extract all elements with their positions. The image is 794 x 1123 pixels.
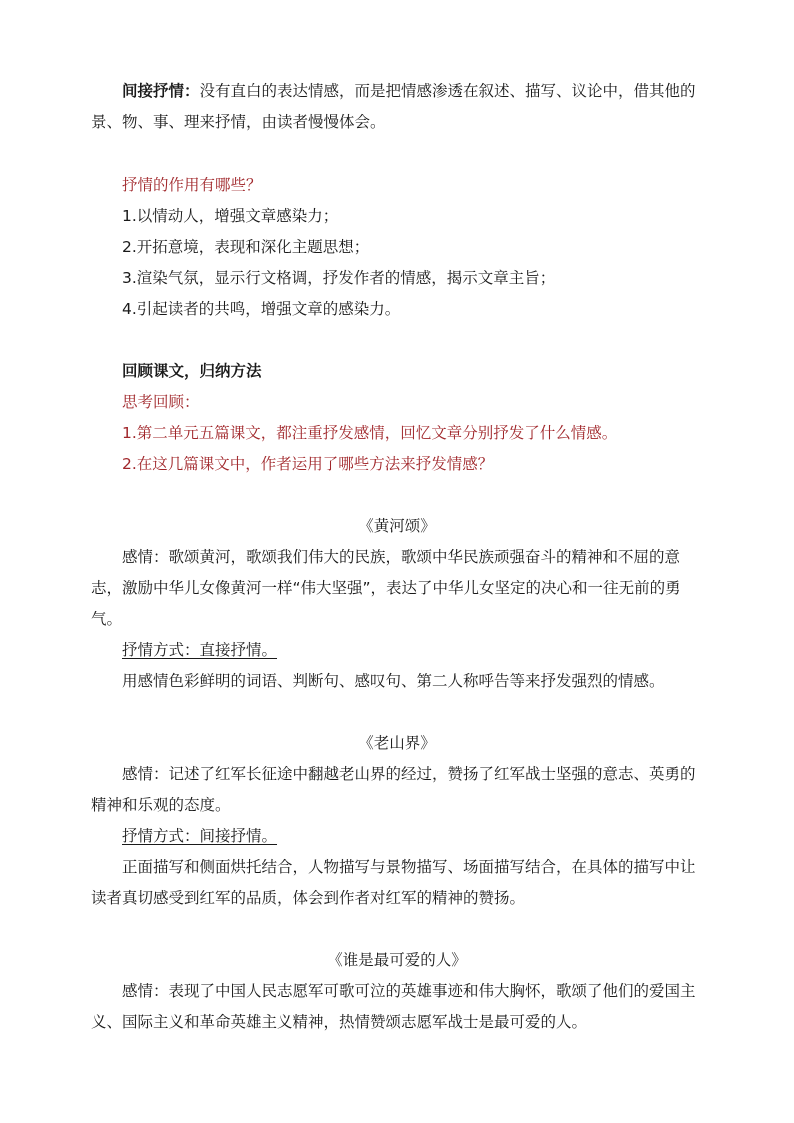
text-title-2: 《老山界》 — [358, 734, 436, 752]
text-title-3: 《谁是最可爱的人》 — [327, 951, 467, 969]
think-item-1: 1.第二单元五篇课文，都注重抒发感情，回忆文章分别抒发了什么情感。 — [122, 424, 618, 442]
text-method-1-label: 抒情方式：直接抒情。 — [122, 641, 278, 659]
text-emotion-1: 感情：歌颂黄河，歌颂我们伟大的民族，歌颂中华民族顽强奋斗的精神和不屈的意志，激励中华儿女像黄河一样“伟大坚强”，表达了中华儿女坚定的决心和一往无前的勇气。 — [91, 548, 681, 628]
function-item-2: 2.开拓意境，表现和深化主题思想； — [122, 238, 370, 256]
think-item-2: 2.在这几篇课文中，作者运用了哪些方法来抒发情感？ — [122, 455, 494, 473]
indirect-lyric-paragraph — [91, 76, 703, 138]
function-question: 抒情的作用有哪些？ — [122, 176, 262, 194]
text-detail-1: 用感情色彩鲜明的词语、判断句、感叹句、第二人称呼告等来抒发强烈的情感。 — [122, 672, 665, 690]
text-title-1: 《黄河颂》 — [358, 517, 436, 535]
text-method-2-label: 抒情方式：间接抒情。 — [122, 827, 278, 845]
indirect-lyric-text: 没有直白的表达情感，而是把情感渗透在叙述、描写、议论中，借其他的景、物、事、理来抒情，由读者慢慢体会。 — [91, 82, 696, 131]
text-emotion-3: 感情：表现了中国人民志愿军可歌可泣的英雄事迹和伟大胸怀，歌颂了他们的爱国主义、国际主义和革命英雄主义精神，热情赞颂志愿军战士是最可爱的人。 — [91, 982, 696, 1031]
function-item-1: 1.以情动人，增强文章感染力； — [122, 207, 339, 225]
function-item-4: 4.引起读者的共鸣，增强文章的感染力。 — [122, 300, 401, 318]
text-method-2 — [91, 821, 703, 852]
text-emotion-2: 感情：记述了红军长征途中翻越老山界的经过，赞扬了红军战士坚强的意志、英勇的精神和乐观的态度。 — [91, 765, 696, 814]
indirect-lyric-label: 间接抒情： — [122, 82, 200, 100]
review-heading: 回顾课文，归纳方法 — [122, 362, 262, 380]
text-method-1 — [91, 635, 703, 666]
function-item-3: 3.渲染气氛，显示行文格调，抒发作者的情感，揭示文章主旨； — [122, 269, 556, 287]
think-label: 思考回顾： — [122, 393, 200, 411]
text-detail-2: 正面描写和侧面烘托结合，人物描写与景物描写、场面描写结合，在具体的描写中让读者真切感受到红军的品质，体会到作者对红军的精神的赞扬。 — [91, 858, 696, 907]
